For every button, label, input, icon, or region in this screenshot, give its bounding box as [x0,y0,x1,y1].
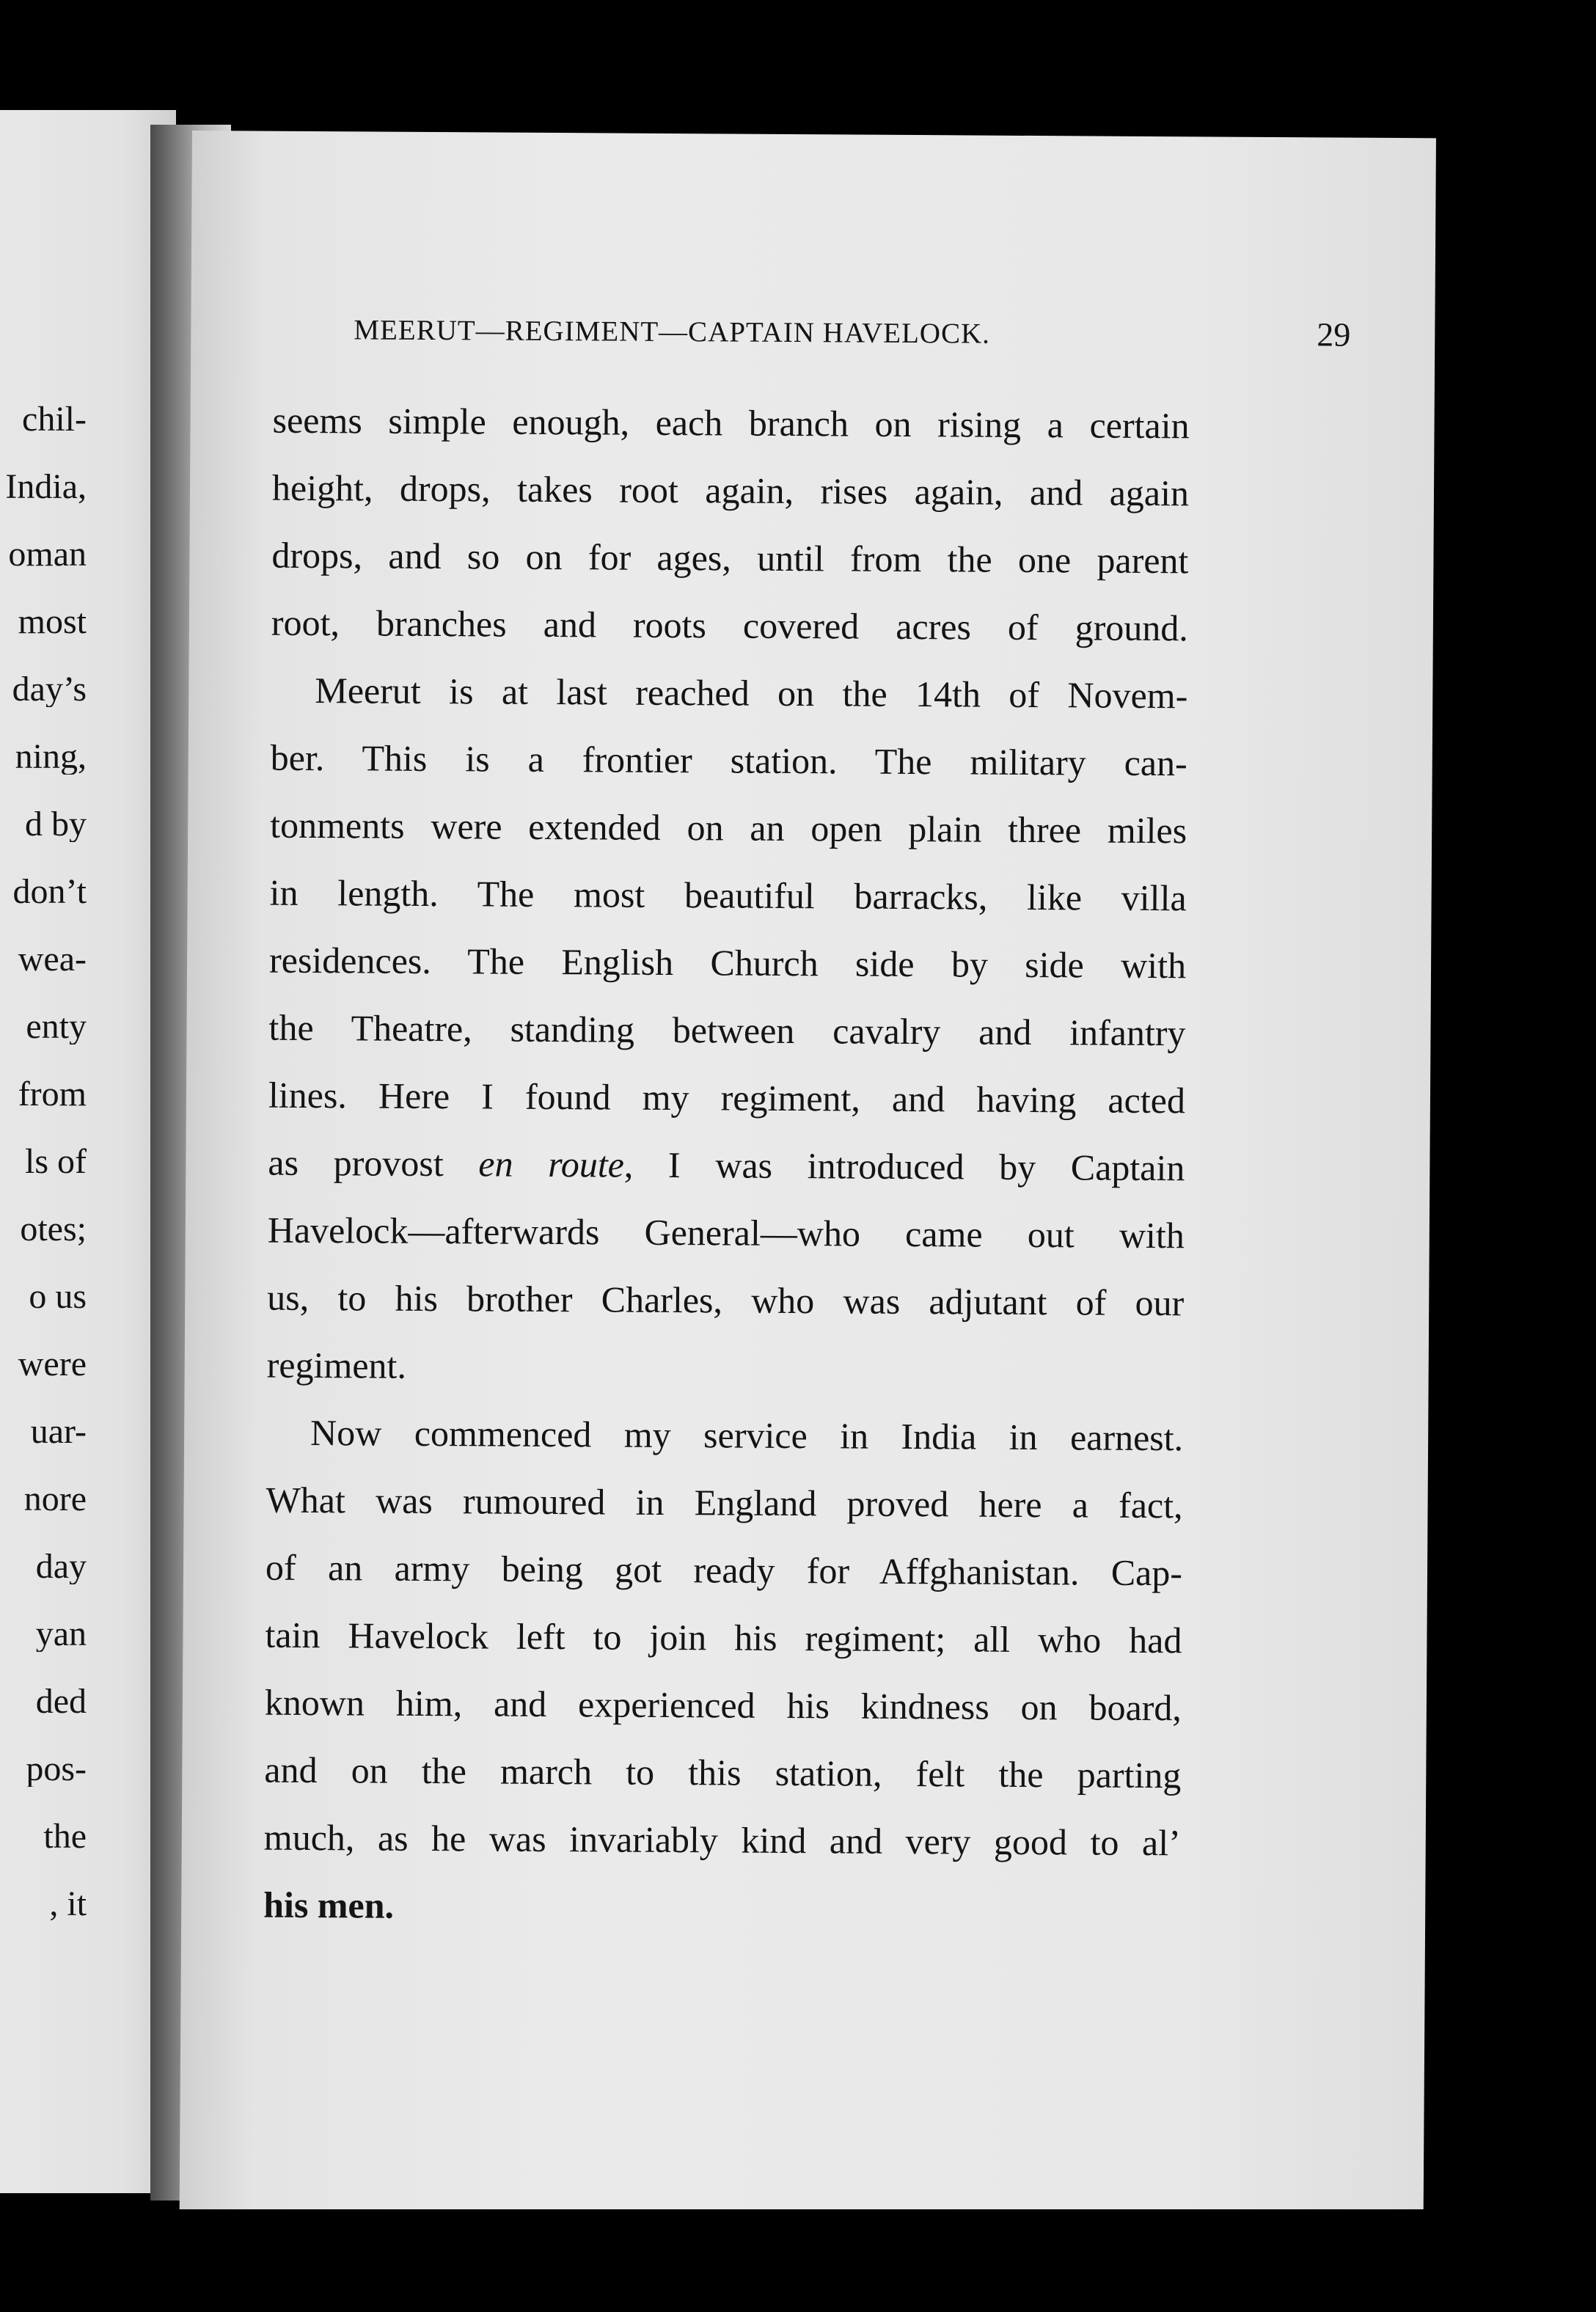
text-line: known him, and experienced his kindness on board, [264,1681,1182,1729]
left-page-line: uar- [30,1414,87,1449]
text-line: us, to his brother Charles, who was adjutant of our [267,1276,1185,1324]
left-page-line: ning, [15,739,87,775]
body-text [263,398,1190,1926]
left-page-line: were [18,1347,87,1382]
text-line: as provost en route, I was introduced by Captain [268,1141,1185,1189]
text-line: in length. The most beautiful barracks, like villa [269,871,1187,919]
left-page-line: ls of [25,1144,87,1179]
left-page-line: o us [29,1279,87,1314]
italic-phrase: en route [478,1143,625,1185]
left-page-line: chil- [22,402,87,437]
left-page-line: pos- [26,1752,87,1787]
right-page [180,131,1436,2217]
left-page-line: day [35,1549,87,1584]
text-line: Meerut is at last reached on the 14th of Novem- [315,670,1188,717]
text-line: Havelock—afterwards General—who came out with [267,1209,1185,1256]
text-line: his men. [263,1884,395,1926]
running-title: MEERUT—REGIMENT—CAPTAIN HAVELOCK. [354,314,991,350]
page-number: 29 [1317,315,1351,354]
left-page-line: wea- [18,942,87,977]
text-line: tonments were extended on an open plain three miles [270,804,1187,852]
text-line: seems simple enough, each branch on rising a certain [272,399,1190,447]
left-page-line: from [18,1077,87,1112]
text-line: residences. The English Church side by side with [268,939,1187,987]
text-line: What was rumoured in England proved here a fact, [266,1479,1183,1526]
text-line: lines. Here I found my regiment, and having acted [268,1074,1186,1122]
left-page-line: ded [35,1684,87,1719]
text-line: regiment. [266,1344,407,1386]
left-page [0,110,176,2193]
left-page-line: day’s [12,672,87,707]
left-page-line: , it [49,1887,87,1922]
left-page-line: the [43,1819,87,1854]
left-page-line: nore [23,1482,87,1517]
left-page-line: oman [8,537,87,572]
left-page-line: d by [25,807,87,842]
left-page-line: enty [26,1009,87,1045]
text-line: and on the march to this station, felt the parting [264,1749,1182,1796]
left-page-line: don’t [12,874,87,910]
text-line: height, drops, takes root again, rises again, and again [271,467,1190,514]
left-page-line: most [18,604,87,640]
text-line: tain Havelock left to join his regiment; all who had [265,1614,1182,1661]
text-line: of an army being got ready for Affghanistan. Cap- [265,1546,1183,1594]
scan-background [0,2209,1596,2312]
text-line: the Theatre, standing between cavalry and infantry [268,1006,1186,1054]
left-page-line: India, [5,469,87,505]
text-line: drops, and so on for ages, until from the one parent [271,534,1189,582]
text-line: root, branches and roots covered acres of ground. [271,601,1189,649]
left-page-line: yan [35,1617,87,1652]
text-line: ber. This is a frontier station. The military can- [270,736,1187,784]
left-page-line: otes; [20,1212,87,1247]
text-line: Now commenced my service in India in earnest. [310,1412,1184,1459]
text-line: much, as he was invariably kind and very good to al’ [263,1816,1181,1864]
running-head [354,313,1380,354]
